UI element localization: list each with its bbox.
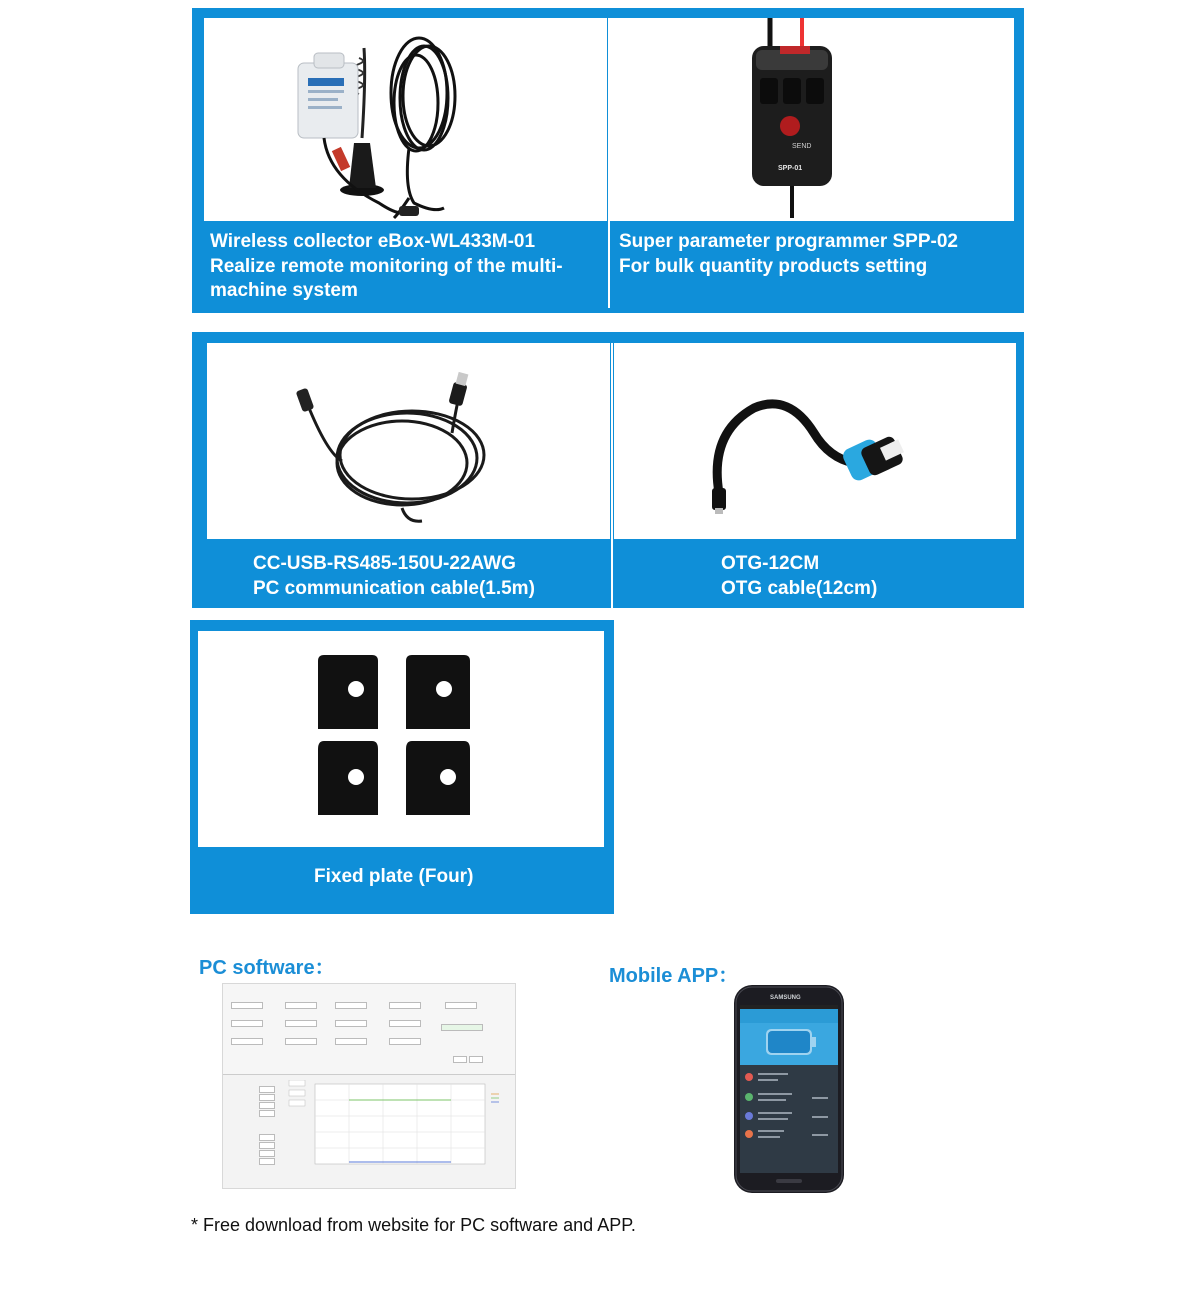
fixed-plate-photo — [198, 631, 604, 847]
mobile-app-phone — [732, 985, 846, 1195]
download-footnote: * Free download from website for PC software and APP. — [191, 1215, 636, 1235]
send-label: SEND — [792, 143, 812, 150]
caption-line: machine system — [210, 280, 358, 301]
caption-line: Wireless collector eBox-WL433M-01 — [210, 231, 536, 252]
panel-divider — [608, 18, 610, 308]
caption-line: Fixed plate (Four) — [314, 866, 474, 887]
mobile-app-heading: Mobile APP： — [609, 965, 739, 987]
caption-pc-cable — [253, 552, 535, 601]
caption-wireless-collector — [210, 230, 563, 304]
otg-cable-photo — [614, 343, 1016, 539]
pc-software-heading: PC software： — [199, 957, 335, 979]
caption-fixed-plate — [314, 865, 473, 890]
caption-parameter-programmer — [619, 230, 958, 279]
caption-line: For bulk quantity products setting — [619, 255, 928, 277]
wireless-collector-photo — [204, 18, 607, 221]
pc-software-screenshot — [222, 983, 516, 1189]
panel-divider — [611, 343, 613, 608]
model-label: SPP-01 — [778, 165, 803, 172]
caption-line: Realize remote monitoring of the multi- — [210, 255, 563, 277]
caption-line: OTG-12CM — [721, 553, 820, 574]
caption-line: OTG cable(12cm) — [721, 577, 878, 599]
caption-line: CC-USB-RS485-150U-22AWG — [253, 553, 516, 574]
pc-cable-photo — [207, 343, 610, 539]
parameter-programmer-photo — [610, 18, 1014, 221]
caption-otg-cable — [721, 552, 877, 601]
caption-line: PC communication cable(1.5m) — [253, 577, 535, 599]
caption-line: Super parameter programmer SPP-02 — [619, 231, 958, 252]
phone-brand: SAMSUNG — [770, 995, 801, 1001]
